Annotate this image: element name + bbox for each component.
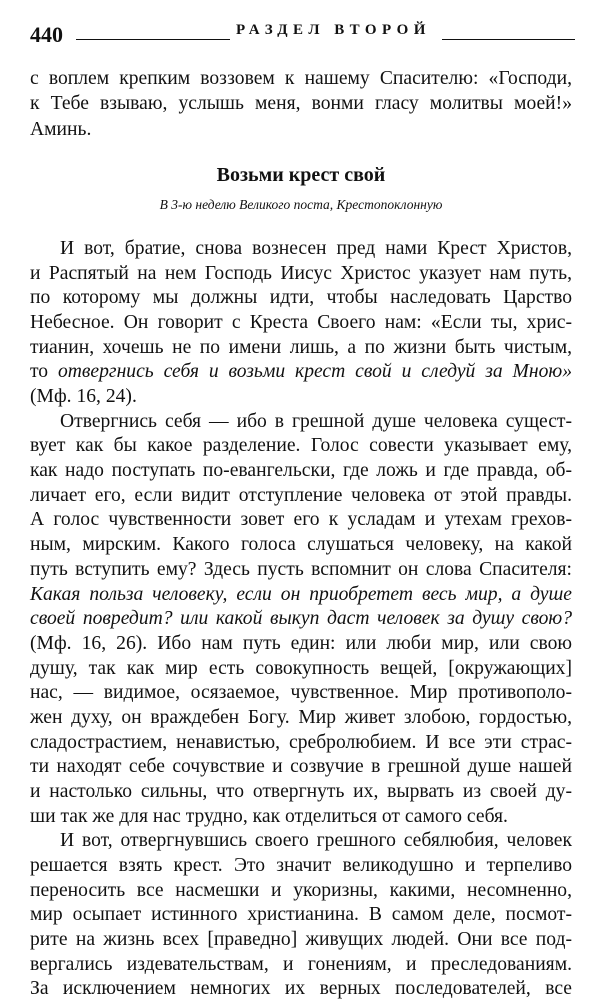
body-line: душу, так как мир есть совокупность вещей, [окружающих] <box>30 657 572 679</box>
header-rule-right <box>442 39 575 40</box>
intro-line: Аминь. <box>30 118 92 140</box>
body-line: вует как бы какое разделение. Голос совести указывает ему, <box>30 435 572 457</box>
body-line: Отвергнись себя — ибо в грешной душе человека сущест- <box>60 410 572 432</box>
body-line: И вот, братие, снова вознесен пред нами Крест Христов, <box>60 238 572 259</box>
header-rule-left <box>76 39 230 40</box>
body-line: жен духу, он враждебен Богу. Мир живет злобою, гордостью, <box>30 706 572 728</box>
section-subtitle: В 3-ю неделю Великого поста, Крестопоклонную <box>159 197 443 212</box>
body-line: (Мф. 16, 26). Ибо нам путь един: или люби мир, или свою <box>30 632 572 654</box>
section-title: Возьми крест свой <box>216 164 386 186</box>
body-line: сладострастием, ненавистью, сребролюбием. И все эти страс- <box>30 731 572 753</box>
body-line: вергались издевательствам, и гонениям, и преследованиям. <box>30 953 572 975</box>
body-line: ным, мирским. Какого голоса слушаться человеку, на какой <box>30 534 572 556</box>
body-line: А голос чувственности зовет его к усладам и утехам грехов- <box>30 509 572 531</box>
body-line: Небесное. Он говорит с Креста Своего нам: «Если ты, хрис- <box>30 312 572 334</box>
body-line: переносить все насмешки и укоризны, какими, несомненно, <box>30 879 572 901</box>
body-line: решается взять крест. Это значит великодушно и терпеливо <box>30 855 572 876</box>
body-line: то отвергнись себя и возьми крест свой и следуй за Мною» <box>30 361 572 383</box>
body-line: и Распятый на нем Господь Иисус Христос указует нам путь, <box>30 262 572 284</box>
intro-line: к Тебе взываю, услышь меня, вонми гласу молитвы моей!» <box>30 93 572 115</box>
body-line: рите на жизнь всех [праведно] живущих людей. Они все под- <box>30 929 572 951</box>
body-line: ши так же для нас трудно, как отделиться от самого себя. <box>30 805 508 827</box>
body-line: личает его, если видит отступление человека от этой правды. <box>30 484 572 506</box>
body-line: За исключением немногих их верных последователей, все <box>30 978 572 1000</box>
running-title: РАЗДЕЛ ВТОРОЙ <box>236 22 431 38</box>
body-line: как надо поступать по-евангельски, где ложь и где правда, об- <box>30 460 572 482</box>
page-number: 440 <box>30 22 63 47</box>
body-line: своей повредит? или какой выкуп даст человек за душу свою? <box>30 608 572 630</box>
body-line: путь вступить ему? Здесь пусть вспомнит он слова Спасителя: <box>30 558 572 580</box>
body-line: нас, — видимое, осязаемое, чувственное. Мир противополо- <box>30 682 572 704</box>
page-header <box>30 22 575 48</box>
body-line: (Мф. 16, 24). <box>30 386 137 408</box>
body-line: и настолько сильны, что отвергнуть их, вырвать из своей ду- <box>30 780 572 802</box>
body-line: Какая польза человеку, если он приобретет весь мир, а душе <box>30 583 572 605</box>
body-line: ти находят себе сочувствие и созвучие в грешной душе нашей <box>30 756 572 778</box>
body-line: мир осыпает истинного христианина. В самом деле, посмот- <box>30 904 572 926</box>
body-line: тианин, хочешь не по имени лишь, а по жизни быть чистым, <box>30 336 572 358</box>
body-line: И вот, отвергнувшись своего грешного себялюбия, человек <box>60 830 572 852</box>
intro-line: с воплем крепким воззовем к нашему Спасителю: «Господи, <box>30 68 572 89</box>
body-line: по которому мы должны идти, чтобы наследовать Царство <box>30 287 572 309</box>
